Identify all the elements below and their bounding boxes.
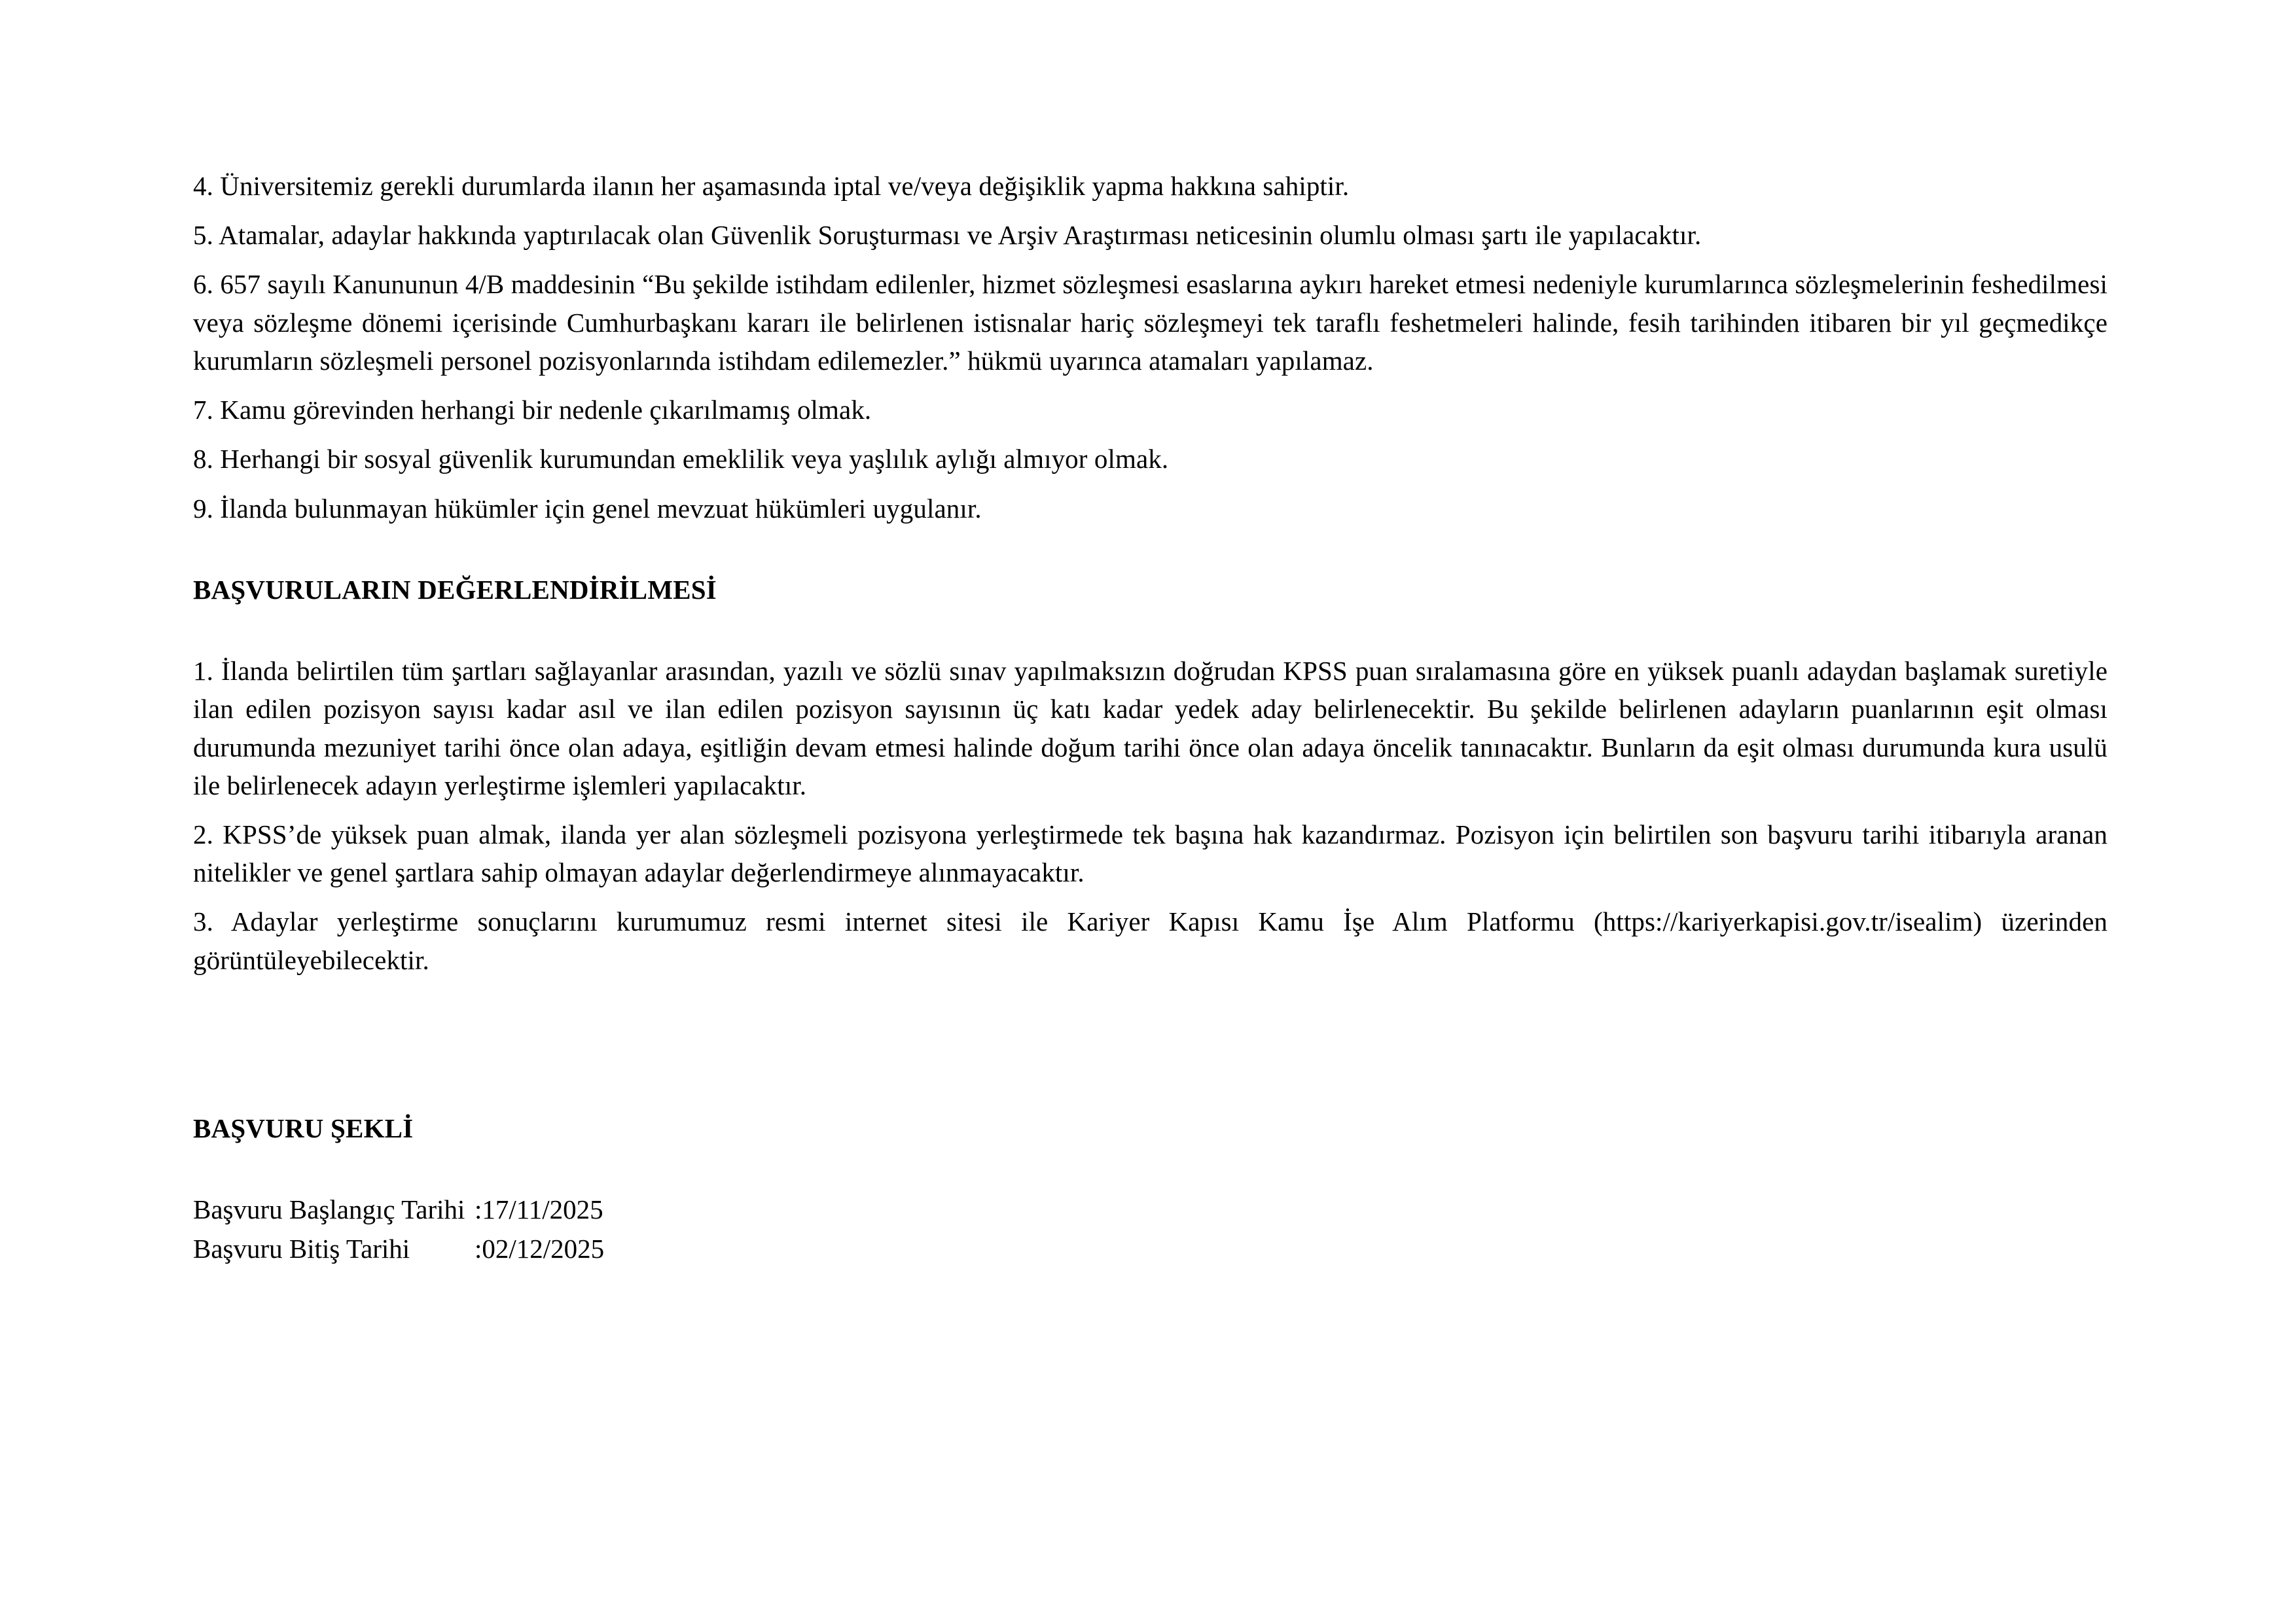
general-condition-item-7: 7. Kamu görevinden herhangi bir nedenle çıkarılmamış olmak.: [193, 395, 872, 425]
application-start-date-row: [193, 1190, 2108, 1230]
document-body: [193, 167, 2108, 1269]
evaluation-section-heading: BAŞVURULARIN DEĞERLENDİRİLMESİ: [193, 574, 717, 605]
application-start-date-value: :17/11/2025: [475, 1194, 603, 1225]
application-start-date-label: Başvuru Başlangıç Tarihi: [193, 1194, 465, 1225]
application-section-heading: BAŞVURU ŞEKLİ: [193, 1113, 414, 1143]
evaluation-item-2: 2. KPSS’de yüksek puan almak, ilanda yer alan sözleşmeli pozisyona yerleştirmede tek başına hak kazandırmaz. Pozisyon için belirtilen son başvuru tarihi itibarıyla aranan nitelikler ve genel şartlara sahip olmayan adaylar değerlendirmeye alınmayacaktır.: [193, 819, 2108, 888]
application-dates: [193, 1190, 2108, 1269]
general-condition-item-6: 6. 657 sayılı Kanununun 4/B maddesinin “Bu şekilde istihdam edilenler, hizmet sözleşmesi esaslarına aykırı hareket etmesi nedeniyle kurumlarınca sözleşmelerinin feshedilmesi veya sözleşme dönemi içerisinde Cumhurbaşkanı kararı ile belirlenen istisnalar hariç sözleşmeyi tek taraflı feshetmeleri halinde, fesih tarihinden itibaren bir yıl geçmedikçe kurumların sözleşmeli personel pozisyonlarında istihdam edilemezler.” hükmü uyarınca atamaları yapılamaz.: [193, 269, 2108, 376]
evaluation-item-1: 1. İlanda belirtilen tüm şartları sağlayanlar arasından, yazılı ve sözlü sınav yapılmaksızın doğrudan KPSS puan sıralamasına göre en yüksek puanlı adaydan başlamak suretiyle ilan edilen pozisyon sayısı kadar asıl ve ilan edilen pozisyon sayısının üç katı kadar yedek aday belirlenecektir. Bu şekilde belirlenen adayların puanlarının eşit olması durumunda mezuniyet tarihi önce olan adaya, eşitliğin devam etmesi halinde doğum tarihi önce olan adaya öncelik tanınacaktır. Bunların da eşit olması durumunda kura usulü ile belirlenecek adayın yerleştirme işlemleri yapılacaktır.: [193, 656, 2108, 800]
general-condition-item-8: 8. Herhangi bir sosyal güvenlik kurumundan emeklilik veya yaşlılık aylığı almıyor olmak.: [193, 444, 1169, 474]
spacer-before-evaluation-heading: [193, 539, 2108, 571]
spacer-after-evaluation-heading: [193, 609, 2108, 652]
evaluation-item-3: 3. Adaylar yerleştirme sonuçlarını kurumumuz resmi internet sitesi ile Kariyer Kapısı Kamu İşe Alım Platformu (https://kariyerkapisi.gov.tr/isealim) üzerinden görüntüleyebilecektir.: [193, 906, 2108, 975]
application-end-date-row: [193, 1230, 2108, 1269]
application-end-date-label: Başvuru Bitiş Tarihi: [193, 1234, 410, 1264]
spacer-after-application-heading: [193, 1147, 2108, 1190]
general-condition-item-4: 4. Üniversitemiz gerekli durumlarda ilanın her aşamasında iptal ve/veya değişiklik yapma hakkına sahiptir.: [193, 171, 1350, 201]
general-condition-item-5: 5. Atamalar, adaylar hakkında yaptırılacak olan Güvenlik Soruşturması ve Arşiv Araştırması neticesinin olumlu olması şartı ile yapılacaktır.: [193, 220, 1702, 251]
spacer-before-application-heading: [193, 990, 2108, 1110]
general-condition-item-9: 9. İlanda bulunmayan hükümler için genel mevzuat hükümleri uygulanır.: [193, 493, 982, 524]
application-end-date-value: :02/12/2025: [475, 1234, 605, 1264]
